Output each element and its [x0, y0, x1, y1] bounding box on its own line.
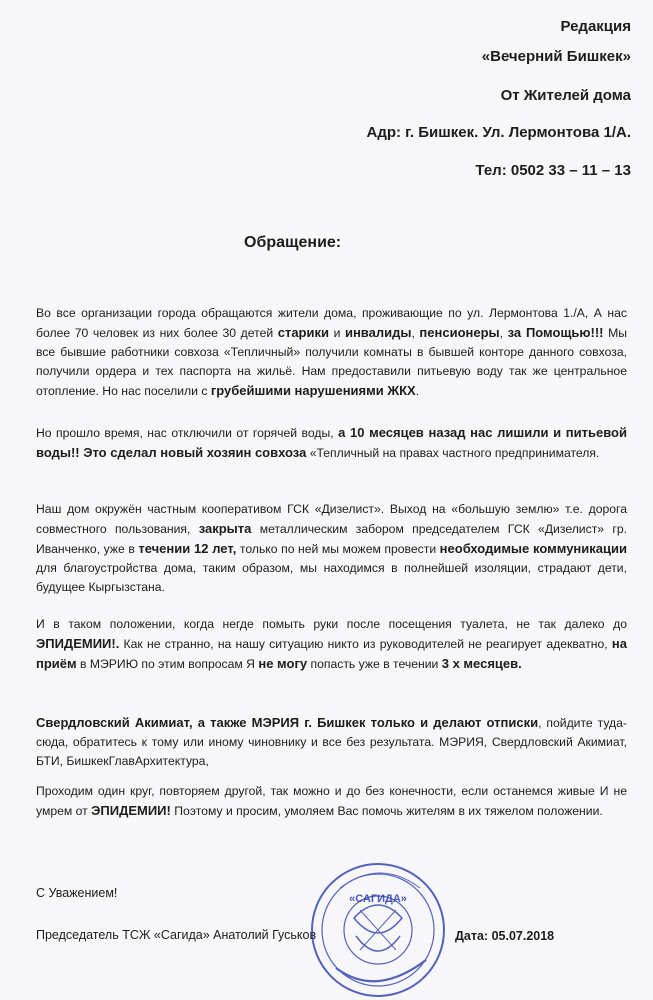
text-run: И в таком положении, когда негде помыть руки после посещения туалета, не так далеко до [36, 617, 627, 631]
text-run: в МЭРИЮ по этим вопросам Я [76, 657, 259, 671]
emphasized-text: за Помощью!!! [507, 325, 604, 340]
text-run: «Тепличный на правах частного предпринимателя. [306, 446, 600, 460]
text-run: попасть уже в течении [307, 657, 442, 671]
emphasized-text: старики [277, 325, 329, 340]
sender-line: От Жителей дома [500, 87, 631, 104]
text-run: Во все организации города обращаются жители дома, проживающие по ул. Лермонтова 1./А, А нас более 70 человек из них более 30 детей [36, 306, 627, 340]
text-run: Наш дом окружён частным кооперативом ГСК «Дизелист». Выход на «большую землю» т.е. дорога совместного пользования, [36, 502, 627, 536]
addressee-line1: Редакция [560, 18, 631, 35]
signatory-line: Председатель ТСЖ «Сагида» Анатолий Гуськов [36, 928, 317, 942]
text-run: , [411, 326, 420, 340]
emphasized-text: ЭПИДЕМИИ!. [36, 636, 120, 651]
text-run: , [499, 326, 508, 340]
address-line: Адр: г. Бишкек. Ул. Лермонтова 1/А. [366, 124, 631, 141]
emphasized-text: пенсионеры [419, 325, 500, 340]
text-run: и [329, 326, 345, 340]
text-run: , пойдите туда- сюда, обратитесь к тому или иному чиновнику и все без результата. МЭРИЯ, Свердловский Акимиат, БТИ, БишкекГлавАрхитектура, [36, 716, 627, 768]
emphasized-text: на приём [36, 636, 627, 671]
text-run: . [415, 384, 420, 398]
closing-text: С Уважением! [36, 886, 118, 900]
emphasized-text: Свердловский Акимиат, а также МЭРИЯ г. Бишкек только и делают отписки [36, 715, 539, 730]
paragraph-3 [36, 500, 627, 597]
paragraph-4 [36, 615, 627, 674]
emphasized-text: необходимые коммуникации [439, 541, 627, 556]
paragraph-5 [36, 713, 627, 771]
text-run: Мы все бывшие работники совхоза «Тепличный» получили комнаты в бывшей конторе данного совхоза, получили ордера и тех паспорта на жильё. Нам предоставили питьевую воду так же центральное отопление. Но нас поселили с [36, 326, 627, 398]
text-run: Как не странно, на нашу ситуацию никто из руководителей не реагирует адекватно, [119, 637, 612, 651]
emphasized-text: не могу [258, 656, 308, 671]
text-run: только по ней мы можем провести [236, 542, 440, 556]
svg-text:«САГИДА»: «САГИДА» [349, 893, 407, 905]
text-run: Проходим один круг, повторяем другой, так можно и до без конечности, если останемся живые И не умрем от [36, 784, 627, 818]
emphasized-text: а 10 месяцев назад нас лишили и питьевой воды!! Это сделал новый хозяин совхоза [36, 425, 627, 460]
emphasized-text: ЭПИДЕМИИ! [91, 803, 171, 818]
round-seal-stamp [296, 858, 466, 1000]
paragraph-2 [36, 423, 627, 463]
addressee-line2: «Вечерний Бишкек» [481, 48, 631, 65]
document-title: Обращение: [244, 234, 342, 251]
emphasized-text: инвалиды [344, 325, 412, 340]
emphasized-text: течении 12 лет, [138, 541, 237, 556]
text-run: для благоустройства дома, таким образом, мы находимся в полнейшей изоляции, страдают дети, будущее Кыргызстана. [36, 561, 627, 594]
emphasized-text: закрыта [198, 521, 252, 536]
phone-line: Тел: 0502 33 – 11 – 13 [475, 162, 631, 179]
emphasized-text: грубейшими нарушениями ЖКХ [210, 383, 416, 398]
text-run: Но прошло время, нас отключили от горячей воды, [36, 426, 339, 440]
document-date: Дата: 05.07.2018 [455, 929, 555, 943]
emphasized-text: 3 х месяцев. [441, 656, 522, 671]
text-run: металлическим забором председателем ГСК «Дизелист» гр. Иванченко, уже в [36, 522, 627, 556]
paragraph-6 [36, 782, 627, 821]
paragraph-1 [36, 304, 627, 401]
text-run: Поэтому и просим, умоляем Вас помочь жителям в их тяжелом положении. [170, 804, 603, 818]
